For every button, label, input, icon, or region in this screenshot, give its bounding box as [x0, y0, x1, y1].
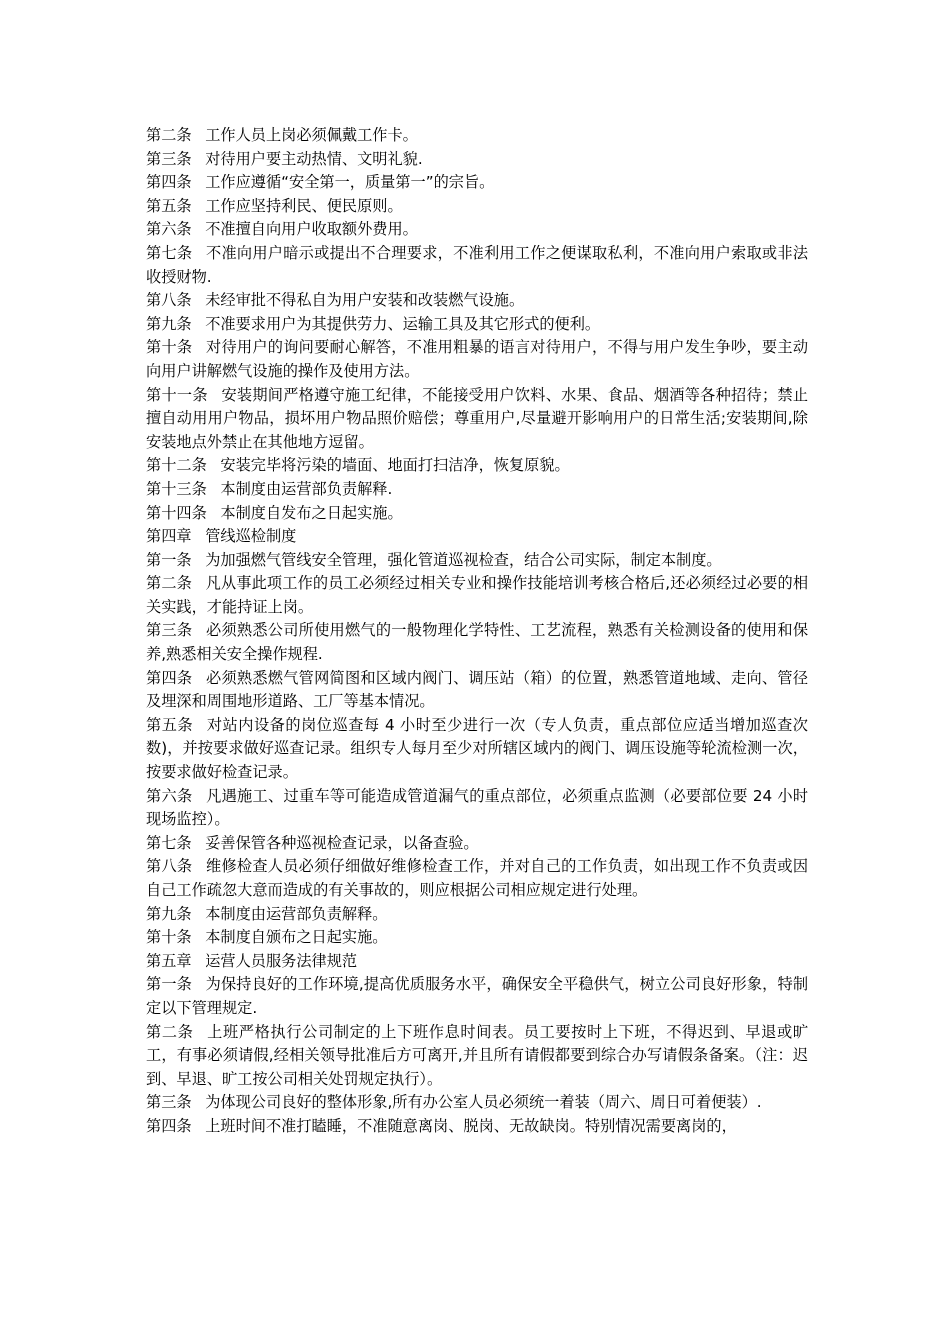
article-text: 凡从事此项工作的员工必须经过相关专业和操作技能培训考核合格后,还必须经过必要的相关实践，才能持证上岗。 [146, 574, 809, 616]
article-label: 第十一条 [146, 385, 208, 404]
article-text: 不准向用户暗示或提出不合理要求，不准利用工作之便谋取私利，不准向用户索取或非法收授财物. [146, 243, 809, 286]
article-paragraph [146, 1021, 808, 1092]
article-label: 第十二条 [146, 456, 207, 475]
article-paragraph [146, 903, 808, 927]
article-label: 第五条 [146, 715, 194, 734]
article-label: 第七条 [146, 833, 192, 852]
article-paragraph [146, 1091, 808, 1115]
article-text: 安装完毕将污染的墙面、地面打扫洁净，恢复原貌。 [220, 456, 570, 475]
chapter-title: 管线巡检制度 [205, 527, 297, 546]
article-label: 第四条 [146, 668, 193, 687]
article-paragraph [146, 124, 808, 148]
article-paragraph [146, 242, 808, 289]
article-text: 不准擅自向用户收取额外费用。 [205, 220, 418, 239]
article-text: 维修检查人员必须仔细做好维修检查工作，并对自己的工作负责，如出现工作不负责或因自己工作疏忽大意而造成的有关事故的，则应根据公司相应规定进行处理。 [146, 857, 809, 899]
article-text: 妥善保管各种巡视检查记录，以备查验。 [205, 833, 479, 852]
article-paragraph [146, 926, 808, 950]
article-label: 第三条 [146, 1093, 192, 1112]
chapter-heading [146, 950, 808, 974]
document-body [146, 124, 808, 1139]
article-paragraph [146, 454, 808, 478]
chapter-label: 第四章 [146, 527, 192, 546]
article-paragraph [146, 832, 808, 856]
article-paragraph [146, 313, 808, 337]
article-text: 本制度由运营部负责解释。 [205, 904, 388, 923]
article-label: 第十四条 [146, 503, 207, 522]
article-text: 未经审批不得私自为用户安装和改装燃气设施。 [205, 291, 525, 310]
article-text: 凡遇施工、过重车等可能造成管道漏气的重点部位，必须重点监测（必要部位要 24 小时现场监控）。 [146, 786, 809, 829]
article-label: 第十三条 [146, 479, 207, 498]
article-text: 为加强燃气管线安全管理，强化管道巡视检查，结合公司实际，制定本制度。 [205, 550, 722, 569]
article-paragraph [146, 973, 808, 1020]
article-text: 上班时间不准打瞌睡，不准随意离岗、脱岗、无故缺岗。特别情况需要离岗的， [205, 1116, 737, 1135]
article-text: 本制度自颁布之日起实施。 [205, 928, 388, 947]
article-label: 第十条 [146, 928, 192, 947]
article-label: 第八条 [146, 857, 193, 876]
article-label: 第二条 [146, 126, 192, 144]
article-text: 工作应坚持利民、便民原则。 [205, 196, 403, 215]
article-label: 第六条 [146, 786, 193, 805]
article-label: 第二条 [146, 574, 192, 593]
article-label: 第三条 [146, 621, 193, 640]
article-label: 第十条 [146, 338, 193, 357]
article-paragraph [146, 855, 808, 902]
article-text: 必须熟悉燃气管网简图和区域内阀门、调压站（箱）的位置，熟悉管道地域、走向、管径及埋深和周围地形道路、工厂等基本情况。 [146, 668, 809, 711]
article-paragraph [146, 148, 808, 172]
article-paragraph [146, 289, 808, 313]
article-text: 上班严格执行公司制定的上下班作息时间表。员工要按时上下班，不得迟到、早退或旷工，有事必须请假,经相关领导批准后方可离开,并且所有请假都要到综合办写请假条备案。（注：迟到、早退、旷工按公司相关处罚规定执行）。 [146, 1022, 809, 1088]
article-text: 本制度自发布之日起实施。 [220, 503, 403, 522]
article-text: 本制度由运营部负责解释. [220, 479, 393, 498]
article-text: 不准要求用户为其提供劳力、运输工具及其它形式的便利。 [205, 314, 601, 333]
chapter-label: 第五章 [146, 951, 192, 970]
article-paragraph [146, 549, 808, 573]
article-label: 第一条 [146, 975, 192, 994]
article-text: 对待用户要主动热情、文明礼貌. [205, 149, 423, 168]
article-text: 安装期间严格遵守施工纪律，不能接受用户饮料、水果、食品、烟酒等各种招待；禁止擅自动用用户物品，损坏用户物品照价赔偿；尊重用户,尽量避开影响用户的日常生活;安装期间,除安装地点外禁止在其他地方逗留。 [146, 385, 809, 451]
article-paragraph [146, 1115, 808, 1139]
article-paragraph [146, 572, 808, 619]
article-text: 对站内设备的岗位巡查每 4 小时至少进行一次（专人负责，重点部位应适当增加巡查次数)，并按要求做好巡查记录。组织专人每月至少对所辖区域内的阀门、调压设施等轮流检测一次，按要求做好检查记录。 [146, 715, 808, 782]
article-text: 为体现公司良好的整体形象,所有办公室人员必须统一着装（周六、周日可着便装）. [205, 1093, 762, 1112]
article-label: 第六条 [146, 220, 192, 239]
article-paragraph [146, 384, 808, 455]
article-label: 第四条 [146, 173, 192, 192]
article-paragraph [146, 218, 808, 242]
article-paragraph [146, 667, 808, 714]
article-paragraph [146, 171, 808, 195]
article-paragraph [146, 195, 808, 219]
article-label: 第九条 [146, 904, 192, 923]
article-label: 第七条 [146, 243, 193, 262]
article-label: 第二条 [146, 1022, 194, 1041]
article-label: 第八条 [146, 291, 192, 310]
article-text: 为保持良好的工作环境,提高优质服务水平，确保安全平稳供气，树立公司良好形象，特制定以下管理规定. [146, 975, 809, 1017]
article-label: 第五条 [146, 196, 192, 215]
article-label: 第四条 [146, 1116, 192, 1135]
article-paragraph [146, 714, 808, 785]
article-paragraph [146, 785, 808, 832]
article-label: 第九条 [146, 314, 192, 333]
article-label: 第三条 [146, 149, 192, 168]
article-text: 工作人员上岗必须佩戴工作卡。 [205, 126, 418, 144]
article-text: 工作应遵循“安全第一，质量第一”的宗旨。 [205, 173, 495, 192]
chapter-heading [146, 525, 808, 549]
article-text: 对待用户的询问要耐心解答，不准用粗暴的语言对待用户，不得与用户发生争吵，要主动向用户讲解燃气设施的操作及使用方法。 [146, 338, 809, 380]
article-paragraph [146, 502, 808, 526]
article-label: 第一条 [146, 550, 192, 569]
article-paragraph [146, 336, 808, 383]
article-text: 必须熟悉公司所使用燃气的一般物理化学特性、工艺流程，熟悉有关检测设备的使用和保养,熟悉相关安全操作规程. [146, 621, 809, 664]
chapter-title: 运营人员服务法律规范 [205, 951, 358, 970]
article-paragraph [146, 478, 808, 502]
article-paragraph [146, 619, 808, 666]
